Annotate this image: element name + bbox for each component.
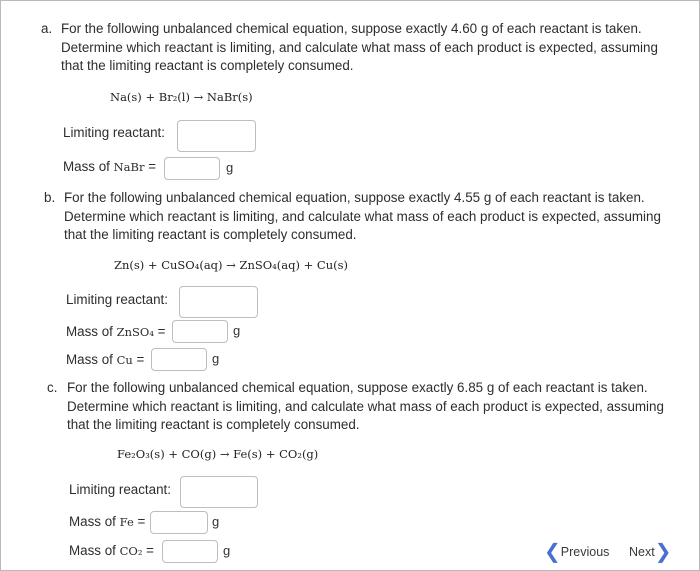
part-c-text: For the following unbalanced chemical equation, suppose exactly 6.85 g of each reactant is taken. Determine which reactant is limiting, and calculate what mass of each product is expected, assuming that the limiting reactant is completely consumed. [67,380,664,432]
part-c-unit-2: g [223,543,231,558]
part-a-limiting-input[interactable] [177,120,256,152]
part-a-mass-label: Mass of NaBr = [63,159,157,174]
chevron-left-icon: ❮ [544,541,561,563]
previous-label: Previous [560,545,610,559]
part-c-letter: c. [47,380,58,395]
part-b-cu-mass-input[interactable] [151,348,207,371]
part-a-limiting-label: Limiting reactant: [63,125,165,140]
part-c-unit-1: g [212,514,220,529]
part-b-text: For the following unbalanced chemical equation, suppose exactly 4.55 g of each reactant is taken. Determine which reactant is limiting, and calculate what mass of each product is expected, assuming that the limiting reactant is completely consumed. [64,190,661,242]
part-b-prompt [44,189,684,245]
part-b-limiting-label: Limiting reactant: [66,292,168,307]
next-label: Next [629,545,655,559]
part-c-mass-label-2: Mass of CO₂ = [69,543,154,558]
next-button[interactable] [629,541,672,563]
part-b-znso4-mass-input[interactable] [172,320,228,343]
part-b-mass-label-2: Mass of Cu = [66,352,145,367]
part-b-equation: Zn(s) + CuSO₄(aq) → ZnSO₄(aq) + Cu(s) [114,258,349,272]
part-c-limiting-label: Limiting reactant: [69,482,171,497]
part-c-equation: Fe₂O₃(s) + CO(g) → Fe(s) + CO₂(g) [117,447,319,461]
part-b-unit-1: g [233,323,241,338]
part-a-text: For the following unbalanced chemical equation, suppose exactly 4.60 g of each reactant is taken. Determine which reactant is limiting, and calculate what mass of each product is expected, assuming that the limiting reactant is completely consumed. [61,21,658,73]
part-a-prompt [41,20,681,76]
chevron-right-icon: ❯ [654,541,672,563]
part-b-mass-label-1: Mass of ZnSO₄ = [66,324,166,339]
part-c-prompt [47,379,687,435]
part-a-equation: Na(s) + Br₂(l) → NaBr(s) [110,90,253,104]
part-c-fe-mass-input[interactable] [150,511,208,534]
previous-button[interactable] [544,541,610,563]
part-c-limiting-input[interactable] [180,476,258,508]
part-b-letter: b. [44,190,56,205]
part-b-limiting-input[interactable] [179,286,258,318]
part-b-unit-2: g [212,351,220,366]
part-c-mass-label-1: Mass of Fe = [69,514,146,529]
part-a-letter: a. [41,21,53,36]
part-a-unit: g [226,160,234,175]
part-c-co2-mass-input[interactable] [162,540,218,563]
part-a-nabr-mass-input[interactable] [164,157,220,180]
